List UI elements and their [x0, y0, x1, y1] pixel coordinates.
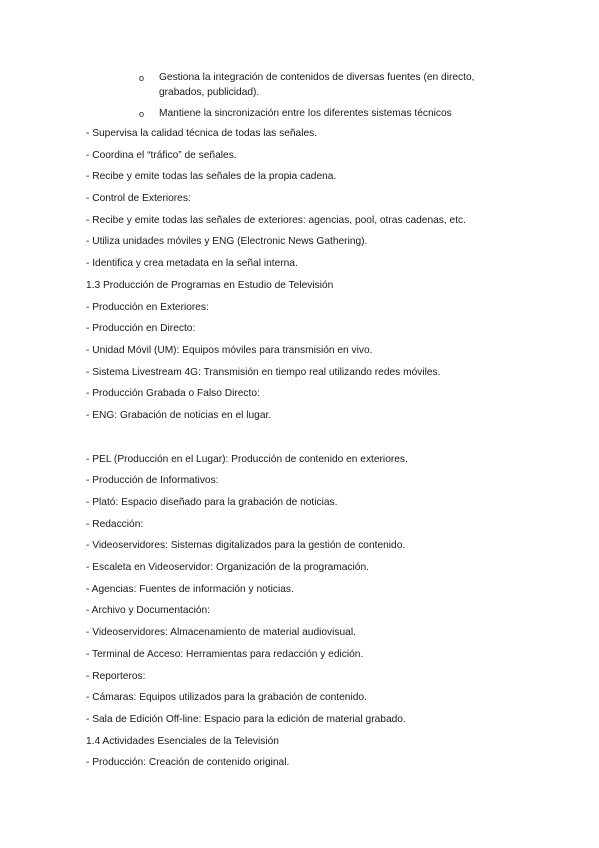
section-heading: 1.3 Producción de Programas en Estudio de Televisión: [86, 279, 334, 291]
text-line: - Videoservidores: Almacenamiento de material audiovisual.: [86, 627, 356, 639]
text-line: - ENG: Grabación de noticias en el lugar.: [86, 409, 272, 421]
text-line: - Producción en Exteriores:: [86, 301, 209, 313]
text-line: - Utiliza unidades móviles y ENG (Electronic News Gathering).: [86, 236, 368, 248]
text-line: - Terminal de Acceso: Herramientas para redacción y edición.: [86, 648, 364, 660]
text-line: - Producción Grabada o Falso Directo:: [86, 388, 260, 400]
text-line: - Reporteros:: [86, 670, 146, 682]
text-line: - Archivo y Documentación:: [86, 605, 211, 617]
text-line: - Recibe y emite todas las señales de exteriores: agencias, pool, otras cadenas, etc.: [86, 214, 466, 226]
text-line: - Supervisa la calidad técnica de todas las señales.: [86, 128, 318, 139]
section-heading: 1.4 Actividades Esenciales de la Televisión: [86, 735, 279, 747]
sub-bullet-list: [139, 71, 509, 129]
text-line: - Plató: Espacio diseñado para la grabación de noticias.: [86, 497, 338, 508]
hollow-bullet-icon: o: [139, 73, 145, 83]
sub-bullet-item: [139, 71, 509, 100]
sub-bullet-text: Gestiona la integración de contenidos de diversas fuentes (en directo, grabados, publicidad).: [159, 72, 475, 98]
text-line: - PEL (Producción en el Lugar): Producción de contenido en exteriores.: [86, 453, 408, 465]
text-line: - Sistema Livestream 4G: Transmisión en tiempo real utilizando redes móviles.: [86, 366, 441, 378]
text-line: - Escaleta en Videoservidor: Organización de la programación.: [86, 562, 369, 574]
text-line: - Control de Exteriores:: [86, 193, 191, 205]
text-line: - Producción: Creación de contenido original.: [86, 757, 290, 769]
text-line: - Recibe y emite todas las señales de la propia cadena.: [86, 171, 337, 183]
text-line: - Agencias: Fuentes de información y noticias.: [86, 583, 294, 595]
text-line: - Redacción:: [86, 518, 144, 530]
sub-bullet-item: [139, 107, 509, 122]
hollow-bullet-icon: o: [139, 109, 145, 119]
text-line: - Cámaras: Equipos utilizados para la grabación de contenido.: [86, 692, 367, 704]
blank-line: [86, 431, 536, 453]
text-line: - Sala de Edición Off-line: Espacio para la edición de material grabado.: [86, 713, 406, 725]
text-line: - Identifica y crea metadata en la señal interna.: [86, 258, 298, 270]
text-line: - Videoservidores: Sistemas digitalizados para la gestión de contenido.: [86, 540, 406, 552]
text-line: - Producción de Informativos:: [86, 475, 219, 487]
text-line: - Coordina el “tráfico” de señales.: [86, 149, 237, 161]
text-line: - Unidad Móvil (UM): Equipos móviles para transmisión en vivo.: [86, 344, 373, 356]
text-lines: [86, 127, 536, 778]
sub-bullet-text: Mantiene la sincronización entre los diferentes sistemas técnicos: [159, 108, 452, 119]
text-line: - Producción en Directo:: [86, 323, 196, 335]
